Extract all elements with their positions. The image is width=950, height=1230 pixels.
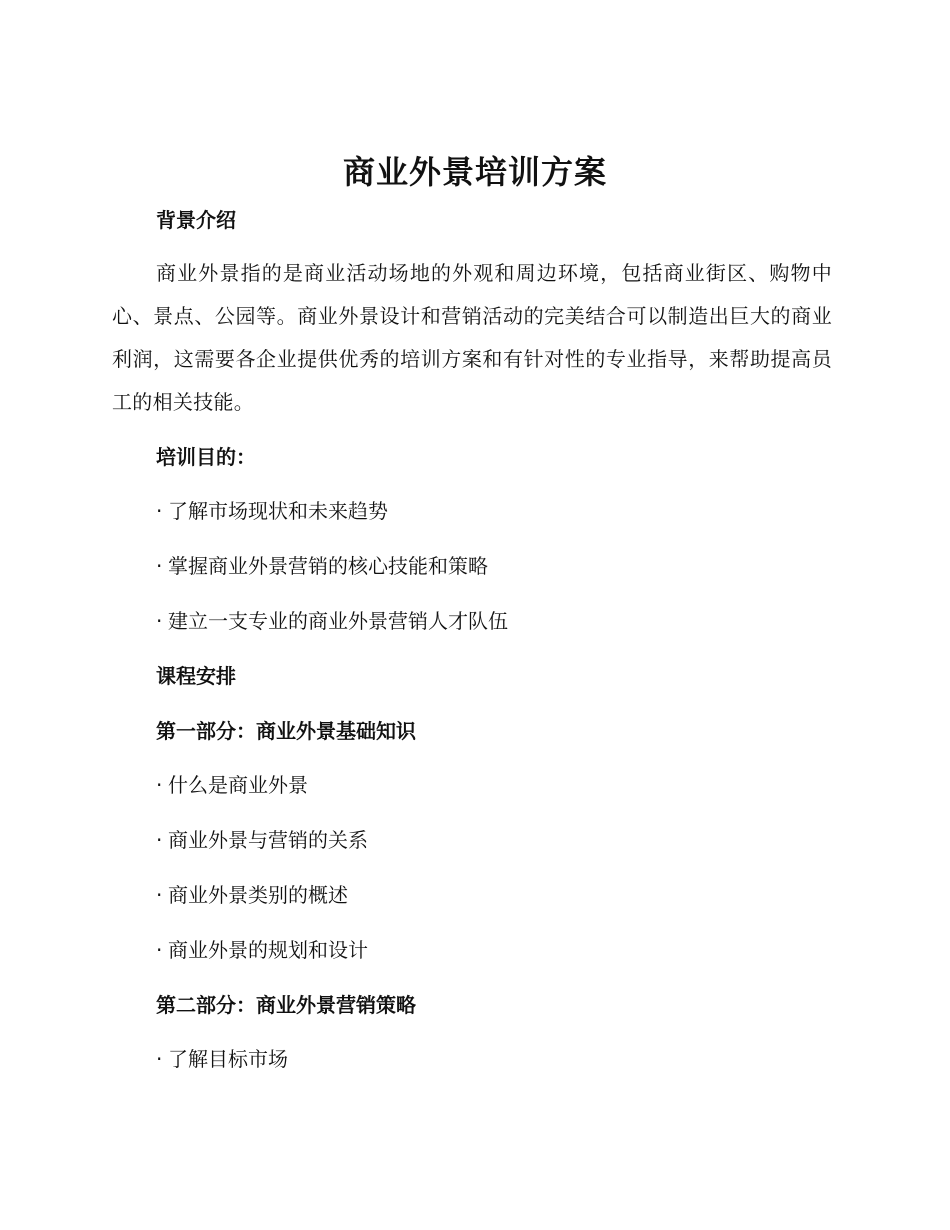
- list-item-text: 掌握商业外景营销的核心技能和策略: [168, 554, 488, 578]
- section-heading-schedule: 课程安排: [156, 664, 236, 688]
- list-item: [156, 826, 368, 854]
- bullet-icon: ·: [156, 773, 163, 797]
- bullet-icon: ·: [156, 828, 163, 852]
- list-item-text: 商业外景与营销的关系: [168, 828, 368, 852]
- list-item-text: 商业外景类别的概述: [168, 883, 348, 907]
- list-item: [156, 607, 508, 635]
- list-item: [156, 497, 388, 525]
- list-item-text: 商业外景的规划和设计: [168, 938, 368, 962]
- bullet-icon: ·: [156, 499, 163, 523]
- bullet-icon: ·: [156, 554, 163, 578]
- bullet-icon: ·: [156, 609, 163, 633]
- background-paragraph: 商业外景指的是商业活动场地的外观和周边环境，包括商业街区、购物中心、景点、公园等。商业外景设计和营销活动的完美结合可以制造出巨大的商业利润，这需要各企业提供优秀的培训方案和有针对性的专业指导，来帮助提高员工的相关技能。: [112, 261, 832, 414]
- section-heading-part2: 第二部分：商业外景营销策略: [156, 993, 416, 1017]
- bullet-icon: ·: [156, 938, 163, 962]
- list-item: [156, 1045, 288, 1073]
- list-item-text: 建立一支专业的商业外景营销人才队伍: [168, 609, 508, 633]
- bullet-icon: ·: [156, 883, 163, 907]
- list-item-text: 了解市场现状和未来趋势: [168, 499, 388, 523]
- bullet-icon: ·: [156, 1047, 163, 1071]
- section-heading-goals: 培训目的：: [156, 445, 256, 469]
- list-item: [156, 771, 308, 799]
- list-item-text: 什么是商业外景: [168, 773, 308, 797]
- document-title: 商业外景培训方案: [342, 153, 607, 191]
- section-heading-background: 背景介绍: [156, 208, 236, 232]
- list-item-text: 了解目标市场: [168, 1047, 288, 1071]
- section-heading-part1: 第一部分：商业外景基础知识: [156, 719, 416, 743]
- list-item: [156, 881, 348, 909]
- list-item: [156, 936, 368, 964]
- list-item: [156, 552, 488, 580]
